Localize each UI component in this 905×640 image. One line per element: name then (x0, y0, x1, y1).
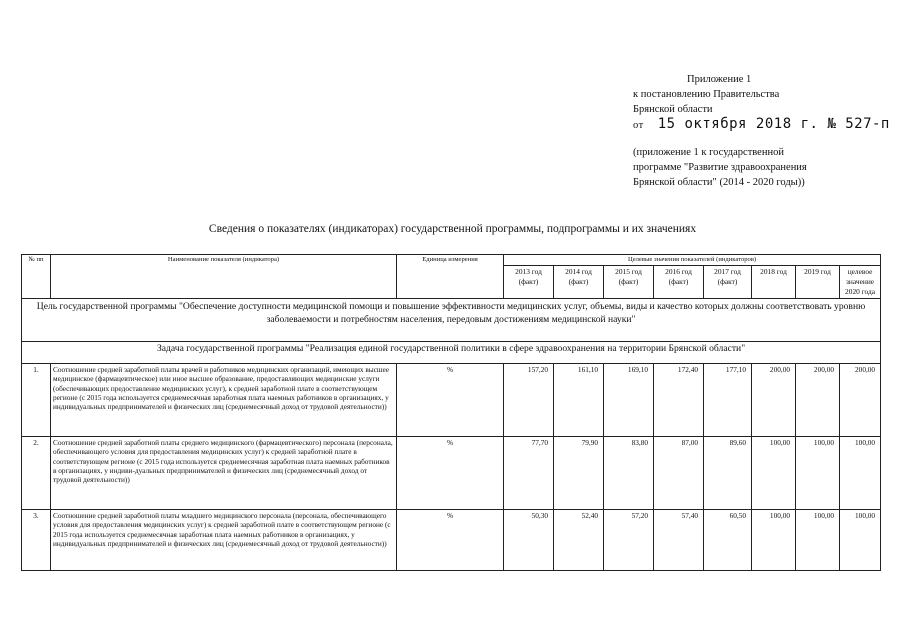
value-2020: 200,00 (840, 364, 881, 437)
value-2015: 169,10 (604, 364, 654, 437)
indicator-name: Соотношение средней заработной платы среднего медицинского (фармацевтического) персонала (персонала, обеспечивающего условия для предоставления медицинских услуг) к средней заработной плате в соответствующем регионе (с 2015 года используется среднемесячная заработная плата наемных работников в организациях, у индиви-дуальных предпринимателей и физических лиц (среднемесячный доход от трудовой деятельности)) (51, 437, 397, 510)
header-target-values: Целевые значения показателей (индикаторов) (504, 255, 881, 266)
header-unit: Единица измерения (397, 255, 504, 299)
document-title: Сведения о показателях (индикаторах) государственной программы, подпрограммы и их значениях (208, 223, 697, 235)
value-2014: 52,40 (554, 510, 604, 571)
header-num: № пп (22, 255, 51, 299)
program-goal-row (22, 299, 881, 342)
value-2020: 100,00 (840, 437, 881, 510)
value-2016: 172,40 (654, 364, 704, 437)
year-2014: 2014 год (факт) (554, 266, 604, 299)
program-reference-line-2: программе "Развитие здравоохранения (633, 162, 807, 173)
row-number: 3. (22, 510, 51, 571)
indicators-table (21, 254, 881, 571)
value-2013: 157,20 (504, 364, 554, 437)
value-2013: 77,70 (504, 437, 554, 510)
appendix-date-line (633, 117, 890, 133)
unit-cell: % (397, 510, 504, 571)
indicator-name: Соотношение средней заработной платы врачей и работников медицинских организаций, имеющих высшее медицинское (фармацевтическое) или иное высшее образование, предоставляющих медицинские услуги (обеспечивающих предоставление медицинских услуг), к средней заработной плате в соответствующем регионе (с 2015 года используется среднемесячная заработная плата наемных работников в организациях, у индивидуальных предпринимателей и физических лиц (среднемесячный доход от трудовой деятельности)) (51, 364, 397, 437)
appendix-line-3: Брянской области (633, 104, 713, 115)
value-2018: 100,00 (752, 510, 796, 571)
year-2020-target: целевое значение 2020 года (840, 266, 881, 299)
year-2018: 2018 год (752, 266, 796, 299)
unit-cell: % (397, 437, 504, 510)
header-name: Наименование показателя (индикатора) (51, 255, 397, 299)
value-2015: 83,80 (604, 437, 654, 510)
table-row (22, 437, 881, 510)
year-2015: 2015 год (факт) (604, 266, 654, 299)
value-2016: 87,00 (654, 437, 704, 510)
table-row (22, 510, 881, 571)
value-2017: 89,60 (704, 437, 752, 510)
year-2016: 2016 год (факт) (654, 266, 704, 299)
decree-date-number: 15 октября 2018 г. № 527-п (657, 116, 890, 132)
table-row (22, 364, 881, 437)
value-2014: 79,90 (554, 437, 604, 510)
program-reference-line-3: Брянской области" (2014 - 2020 годы)) (633, 177, 805, 188)
program-reference-line-1: (приложение 1 к государственной (633, 147, 784, 158)
value-2013: 50,30 (504, 510, 554, 571)
value-2019: 100,00 (796, 437, 840, 510)
year-2013: 2013 год (факт) (504, 266, 554, 299)
value-2020: 100,00 (840, 510, 881, 571)
program-goal: Цель государственной программы "Обеспечение доступности медицинской помощи и повышение эффективности медицинских услуг, объемы, виды и качество которых должны соответствовать уровню заболеваемости и потребностям населения, передовым достижениям медицинской науки" (22, 299, 881, 342)
value-2017: 60,50 (704, 510, 752, 571)
header-row (22, 255, 881, 266)
appendix-block (633, 72, 890, 190)
program-task: Задача государственной программы "Реализация единой государственной политики в сфере здравоохранения на территории Брянской области" (22, 342, 881, 364)
value-2016: 57,40 (654, 510, 704, 571)
date-prefix: от (633, 120, 644, 131)
value-2014: 161,10 (554, 364, 604, 437)
indicator-name: Соотношение средней заработной платы младшего медицинского персонала (персонала, обеспечивающего условия для предоставления медицинских услуг) к средней заработной плате в соответствующем регионе (с 2015 года используется среднемесячная заработная плата наемных работников в организациях, у индивидуальных предпринимателей и физических лиц (среднемесячный доход от трудовой деятельности)) (51, 510, 397, 571)
value-2019: 200,00 (796, 364, 840, 437)
row-number: 2. (22, 437, 51, 510)
program-task-row (22, 342, 881, 364)
appendix-line-1: Приложение 1 (687, 74, 752, 85)
year-2019: 2019 год (796, 266, 840, 299)
value-2019: 100,00 (796, 510, 840, 571)
appendix-line-2: к постановлению Правительства (633, 89, 780, 100)
value-2015: 57,20 (604, 510, 654, 571)
value-2018: 200,00 (752, 364, 796, 437)
unit-cell: % (397, 364, 504, 437)
value-2017: 177,10 (704, 364, 752, 437)
year-2017: 2017 год (факт) (704, 266, 752, 299)
row-number: 1. (22, 364, 51, 437)
value-2018: 100,00 (752, 437, 796, 510)
